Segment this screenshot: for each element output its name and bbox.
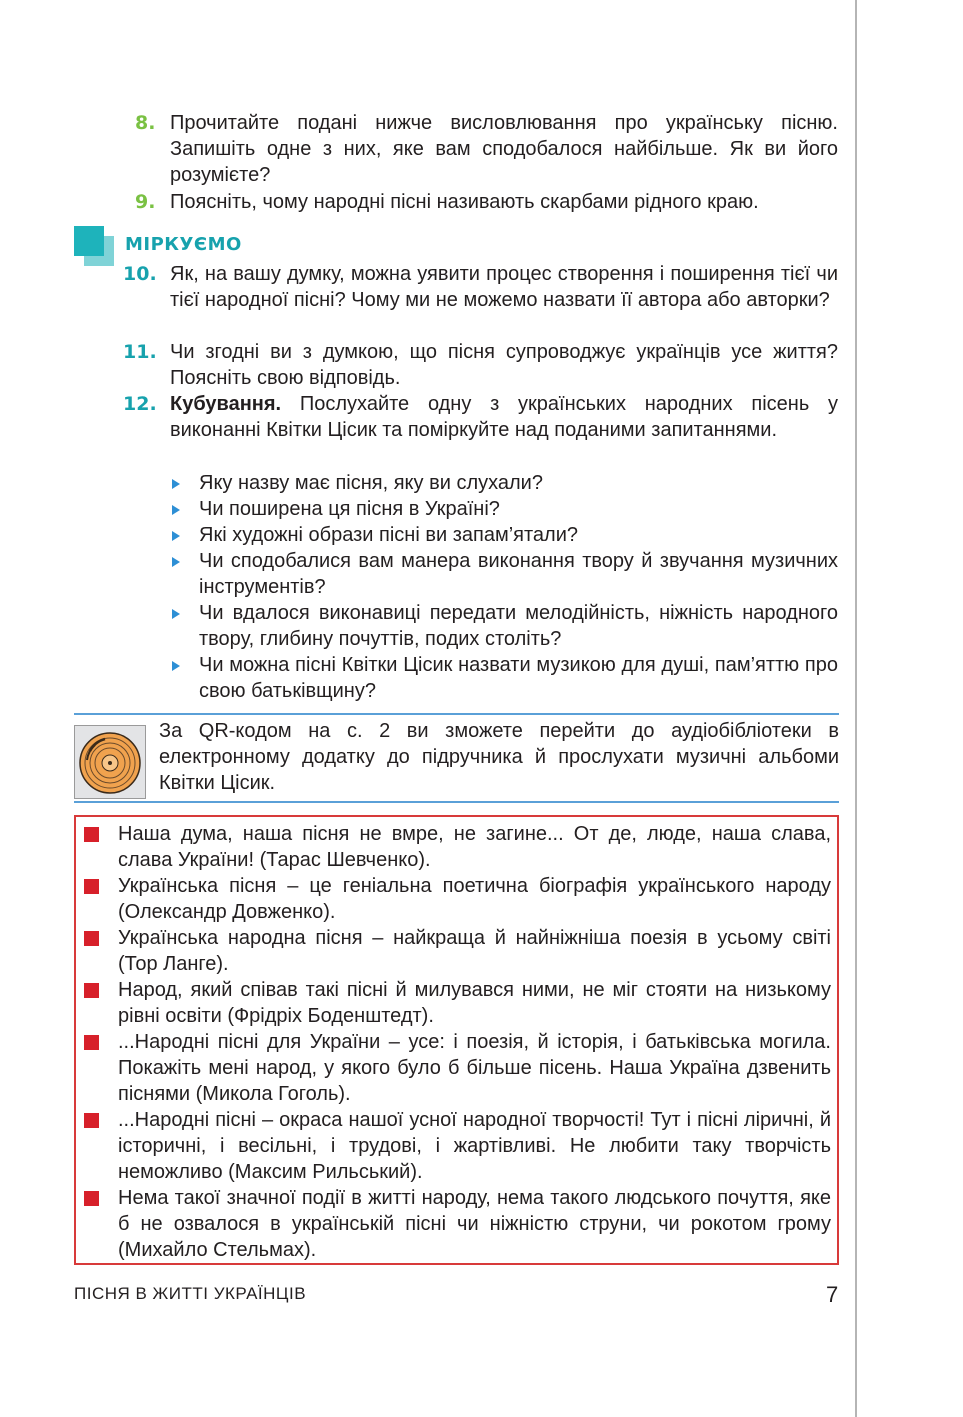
- bullet-arrow-icon: [172, 557, 180, 567]
- section-marker-icon: [74, 226, 104, 256]
- vinyl-record-icon: [74, 725, 146, 799]
- question-body: Послухайте одну з українських народних пісень у виконанні Квітки Цісик та поміркуйте над поданими запитаннями.: [170, 393, 839, 441]
- bullet-square-icon: [84, 879, 99, 894]
- question-keyword: Кубування.: [170, 393, 282, 415]
- question-text: Як, на вашу думку, можна уявити процес створення і поширення тієї чи тієї народної пісні? Чому ми не можемо назвати її автора або авторки?: [170, 263, 838, 311]
- question-number: 11.: [123, 341, 157, 363]
- question-number: 10.: [123, 263, 157, 285]
- list-item: Які художні образи пісні ви запам’ятали?: [170, 522, 838, 548]
- bullet-square-icon: [84, 827, 99, 842]
- bullet-arrow-icon: [172, 609, 180, 619]
- note-text: За QR-кодом на с. 2 ви зможете перейти до аудіобібліотеки в електронному додатку до підручника й прослухати музичні альбоми Квітки Цісик.: [159, 720, 839, 794]
- bullet-arrow-icon: [172, 531, 180, 541]
- question-text: [170, 391, 838, 443]
- list-item: Чи можна пісні Квітки Цісик назвати музикою для душі, пам’яттю про свою батьківщину?: [170, 652, 838, 704]
- question-number: 8.: [135, 112, 156, 134]
- question-number: 9.: [135, 191, 156, 213]
- section-title: МІРКУЄМО: [125, 234, 242, 255]
- bullet-square-icon: [84, 1113, 99, 1128]
- quotes-box: Наша дума, наша пісня не вмре, не загине... От де, люде, наша слава, слава України! (Тарас Шевченко). Українська пісня – це геніальна поетична біографія українського народу (Олександр Довженко). Українська народна пісня – найкраща й найніжніша поезія в усьому світі (Тор Ланге). Народ, який співав такі пісні й милувався ними, не міг стояти на низькому рівні освіти (Фрідріх Боденштедт). ...Народні пісні для України – усе: і поезія, й історія, і батьківська могила. Покажіть мені народ, у якого було б більше пісень. Наша Україна дзвенить піснями (Микола Гоголь). ...Народні пісні – окраса нашої усної народної творчості! Тут і пісні ліричні, й історичні, і весільні, і трудові, і жартівливі. Не любити таку творчість неможливо (Максим Рильський). Нема такої значної події в житті народу, нема такого людського почуття, яке б не озвалося в українській пісні чи ніжністю струни, чи рокотом грому (Михайло Стельмах).: [74, 815, 839, 1265]
- sub-questions-list: [170, 470, 838, 704]
- bullet-arrow-icon: [172, 661, 180, 671]
- question-text: Чи згодні ви з думкою, що пісня супроводжує українців усе життя? Поясніть свою відповідь.: [170, 341, 838, 389]
- list-item: Яку назву має пісня, яку ви слухали?: [170, 470, 838, 496]
- question-text: Поясніть, чому народні пісні називають скарбами рідного краю.: [170, 191, 759, 213]
- bullet-square-icon: [84, 931, 99, 946]
- bullet-arrow-icon: [172, 505, 180, 515]
- list-item: Чи поширена ця пісня в Україні?: [170, 496, 838, 522]
- page-number: 7: [826, 1282, 839, 1307]
- bullet-square-icon: [84, 1035, 99, 1050]
- question-number: 12.: [123, 393, 157, 415]
- list-item: Чи сподобалися вам манера виконання твору й звучання музичних інструментів?: [170, 548, 838, 600]
- list-item: Чи вдалося виконавиці передати мелодійність, ніжність народного твору, глибину почуттів, подих століть?: [170, 600, 838, 652]
- page-edge-rule: [855, 0, 857, 1417]
- bullet-square-icon: [84, 983, 99, 998]
- question-text: Прочитайте подані нижче висловлювання про українську пісню. Запишіть одне з них, яке вам сподобалося найбільше. Як ви його розумієте?: [170, 112, 838, 186]
- bullet-square-icon: [84, 1191, 99, 1206]
- bullet-arrow-icon: [172, 479, 180, 489]
- running-footer-title: ПІСНЯ В ЖИТТІ УКРАЇНЦІВ: [74, 1284, 307, 1303]
- audio-library-note: [74, 713, 839, 803]
